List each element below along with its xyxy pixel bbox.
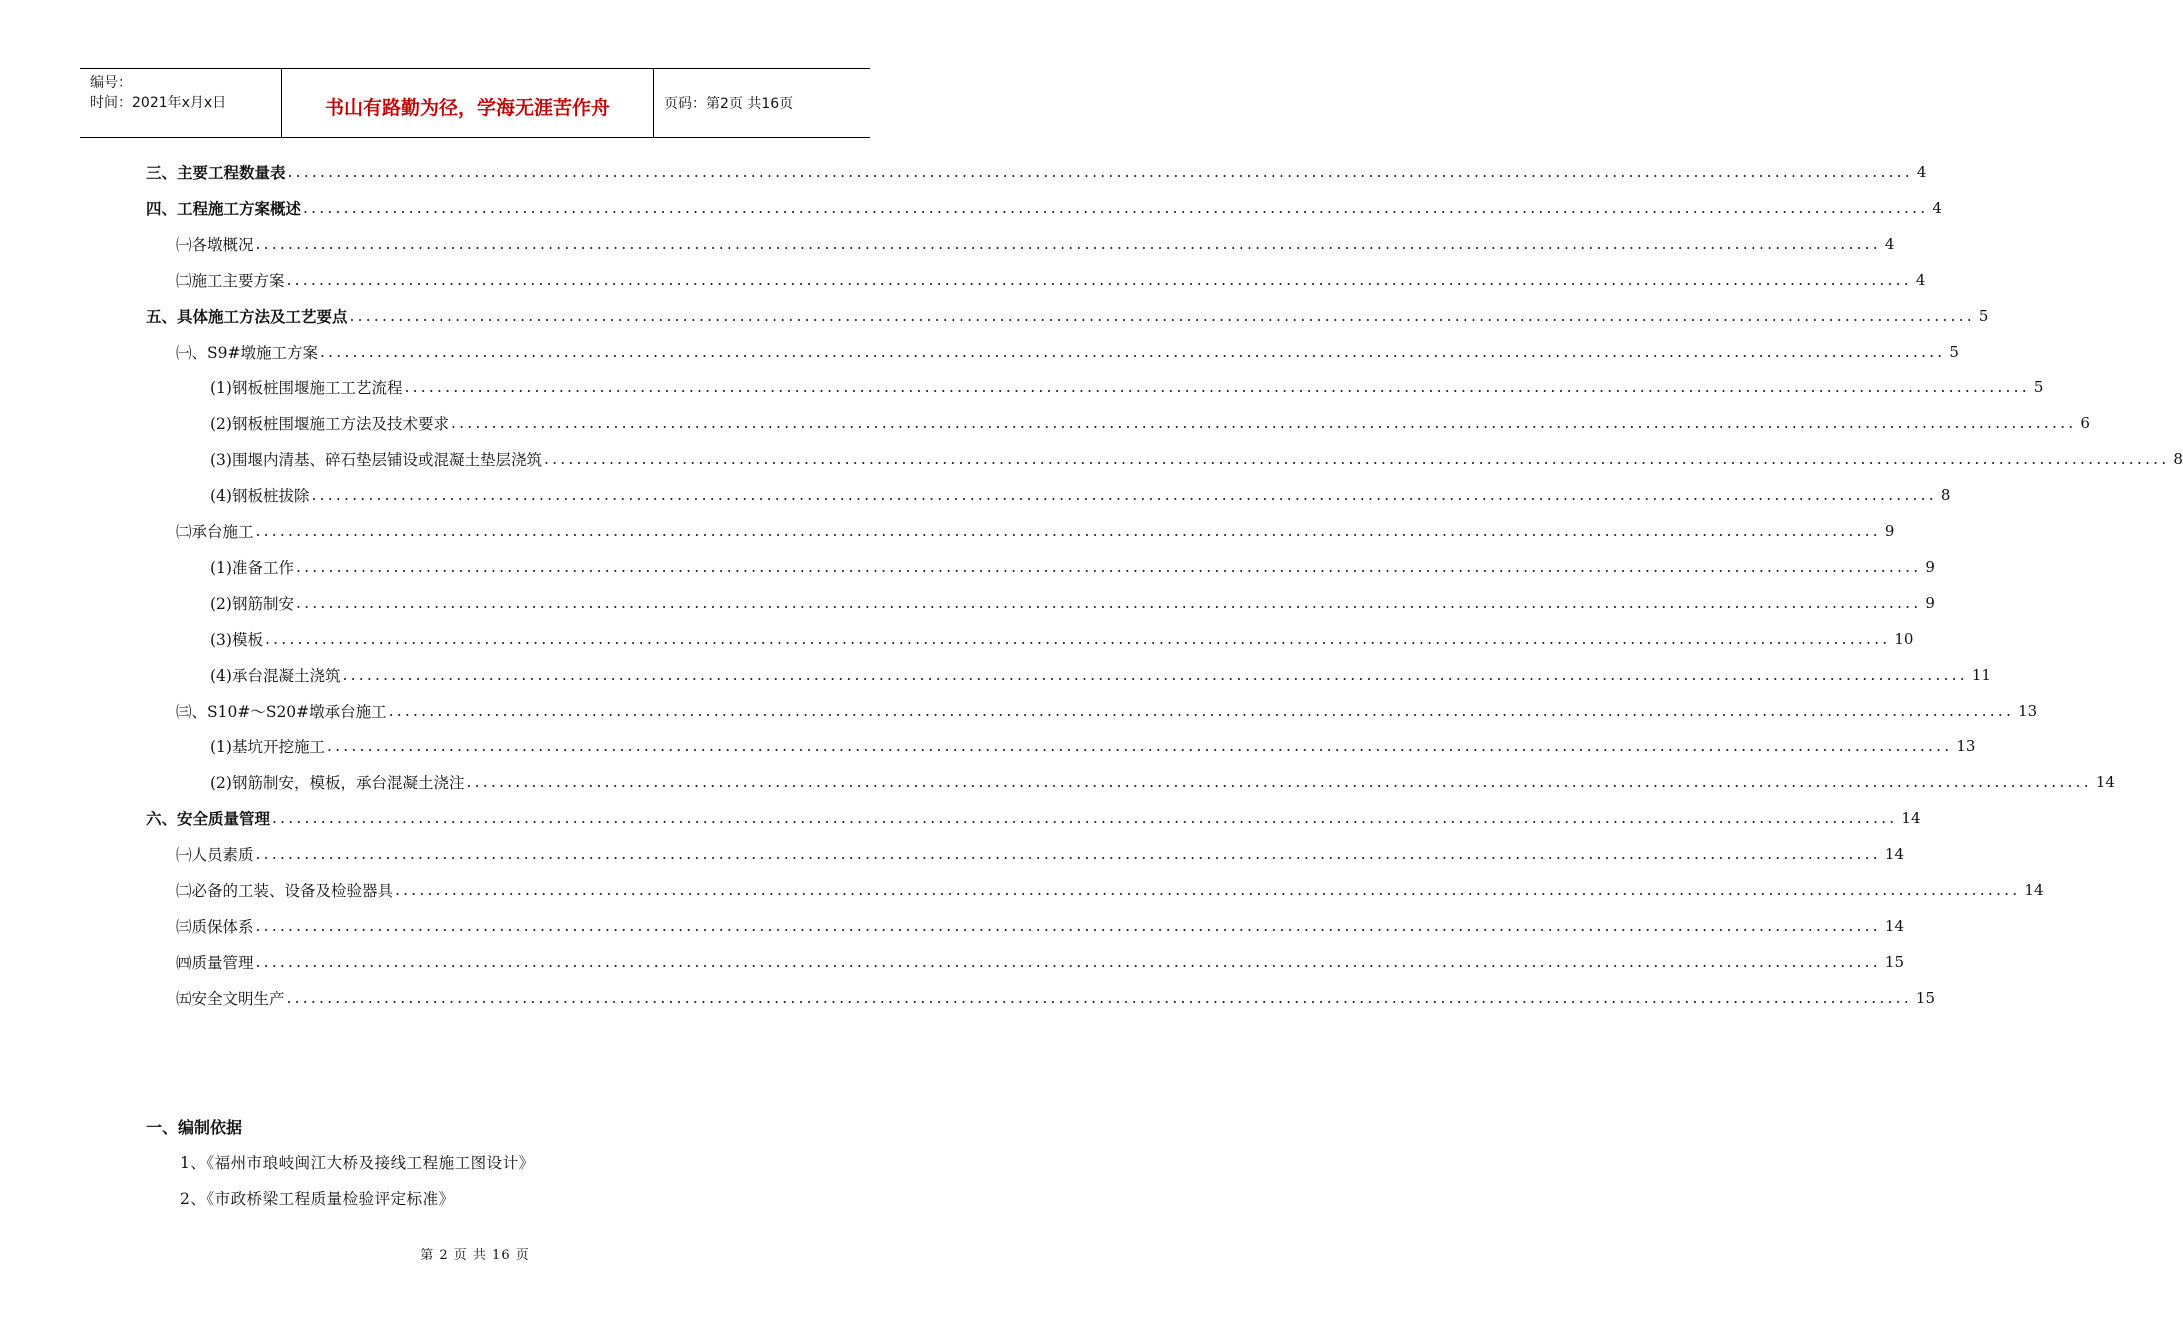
toc-entry[interactable] [176,334,1959,370]
toc-entry[interactable] [146,298,1989,334]
toc-leader-dots: ........................................................................................................................................................................................................ [255,522,1881,540]
header-page-info: 页码：第2页 共16页 [664,96,794,112]
toc-entry-label: ㈣质量管理 [176,953,254,972]
toc-entry-page: 14 [2024,881,2044,899]
toc-entry-label: ㈡承台施工 [176,523,254,541]
toc-entry-page: 15 [1884,952,1905,971]
document-time-label: 时间：2021年x月x日 [90,95,227,111]
toc-entry[interactable] [210,405,2090,441]
toc-entry[interactable] [176,944,1905,980]
toc-entry[interactable] [176,513,1895,549]
toc-entry[interactable] [176,872,2044,908]
toc-entry-page: 4 [1915,270,1926,289]
toc-entry-page: 14 [1901,809,1921,828]
toc-entry-label: (4)承台混凝土浇筑 [210,666,341,685]
toc-leader-dots: ........................................................................................................................................................................................................ [286,988,1912,1007]
page-header [80,68,870,138]
toc-entry-label: 六、安全质量管理 [146,809,271,829]
toc-entry-page: 10 [1894,629,1914,648]
toc-leader-dots: ........................................................................................................................................................................................................ [326,737,1953,756]
page-footer: 第 2 页 共 16 页 [420,1248,530,1263]
toc-entry[interactable] [210,764,2115,800]
toc-entry-page: 14 [1884,916,1905,935]
toc-leader-dots: ........................................................................................................................................................................................................ [395,881,2021,899]
toc-entry-label: (3)围堰内清基、碎石垫层铺设或混凝土垫层浇筑 [210,451,542,470]
toc-leader-dots: ........................................................................................................................................................................................................ [303,198,1929,217]
toc-entry[interactable] [210,369,2044,405]
toc-entry[interactable] [210,477,1951,513]
document-number-label: 编号： [90,75,132,91]
toc-entry-label: 三、主要工程数量表 [146,163,286,182]
toc-entry-page: 15 [1915,988,1936,1007]
toc-entry-label: ㈤安全文明生产 [176,989,285,1008]
toc-entry-page: 13 [2018,701,2038,720]
toc-entry-page: 11 [1971,665,1991,684]
toc-entry[interactable] [176,980,1936,1016]
toc-leader-dots: ........................................................................................................................................................................................................ [342,665,1968,684]
toc-entry-label: ㈠人员素质 [176,846,254,865]
toc-entry-page: 4 [1932,198,1942,217]
toc-entry[interactable] [210,657,1991,693]
toc-entry-page: 13 [1956,737,1976,756]
toc-entry-page: 5 [1978,306,1989,325]
toc-leader-dots: ........................................................................................................................................................................................................ [466,773,2092,792]
toc-entry-label: (1)钢板桩围堰施工工艺流程 [210,379,403,398]
toc-entry[interactable] [210,441,2183,477]
section-title: 一、编制依据 [146,1118,243,1137]
toc-entry[interactable] [176,226,1895,262]
toc-entry-label: 四、工程施工方案概述 [146,198,302,218]
toc-entry-label: ㈡施工主要方案 [176,271,285,290]
toc-entry[interactable] [176,693,2038,729]
toc-leader-dots: ........................................................................................................................................................................................................ [295,557,1922,576]
toc-entry-page: 5 [1949,342,1959,361]
toc-leader-dots: ........................................................................................................................................................................................................ [349,306,1975,325]
toc-entry-page: 6 [2080,414,2090,433]
toc-entry-page: 9 [1884,522,1895,540]
toc-leader-dots: ........................................................................................................................................................................................................ [388,701,2015,720]
toc-entry-page: 14 [1884,845,1905,864]
toc-entry-label: 五、具体施工方法及工艺要点 [146,306,348,326]
toc-entry-page: 5 [2033,378,2044,397]
toc-leader-dots: ........................................................................................................................................................................................................ [543,450,2170,469]
toc-entry[interactable] [210,549,1935,585]
basis-item-1: 1、《福州市琅岐闽江大桥及接线工程施工图设计》 [180,1154,535,1172]
toc-entry[interactable] [176,908,1905,944]
toc-entry[interactable] [146,800,1921,836]
toc-entry-page: 9 [1925,593,1935,612]
toc-entry-page: 4 [1916,163,1927,181]
toc-entry[interactable] [146,190,1942,226]
toc-entry-page: 9 [1925,557,1935,576]
toc-entry-label: ㈡必备的工装、设备及检验器具 [176,882,394,900]
toc-entry[interactable] [176,262,1926,298]
toc-entry-page: 8 [1940,486,1951,505]
toc-entry-label: (2)钢板桩围堰施工方法及技术要求 [210,415,449,434]
toc-leader-dots: ........................................................................................................................................................................................................ [319,342,1946,361]
toc-entry-label: ㈢质保体系 [176,917,254,936]
toc-leader-dots: ........................................................................................................................................................................................................ [287,163,1913,181]
toc-leader-dots: ........................................................................................................................................................................................................ [255,916,1881,935]
toc-entry[interactable] [176,836,1905,872]
toc-leader-dots: ........................................................................................................................................................................................................ [255,845,1881,864]
toc-leader-dots: ........................................................................................................................................................................................................ [272,809,1898,828]
toc-leader-dots: ........................................................................................................................................................................................................ [255,952,1881,971]
toc-entry-label: (1)基坑开挖施工 [210,738,325,757]
toc-entry-page: 4 [1884,234,1895,253]
toc-entry-label: (2)钢筋制安 [210,594,294,613]
toc-entry[interactable] [146,154,1927,190]
header-meta [80,69,282,137]
toc-entry-label: (1)准备工作 [210,558,294,577]
toc-entry-label: ㈠各墩概况 [176,235,254,254]
toc-entry-page: 8 [2173,450,2183,469]
toc-leader-dots: ........................................................................................................................................................................................................ [311,486,1937,505]
toc-leader-dots: ........................................................................................................................................................................................................ [450,414,2077,433]
toc-leader-dots: ........................................................................................................................................................................................................ [295,593,1922,612]
toc-leader-dots: ........................................................................................................................................................................................................ [264,629,1891,648]
toc-entry-label: ㈢、S10#～S20#墩承台施工 [176,702,387,721]
toc-entry[interactable] [210,728,1976,764]
toc-entry-label: (2)钢筋制安，模板，承台混凝土浇注 [210,774,465,793]
toc-entry-page: 14 [2095,773,2115,792]
toc-entry-label: (4)钢板桩拔除 [210,487,310,506]
header-motto: 书山有路勤为径，学海无涯苦作舟 [282,69,654,137]
toc-leader-dots: ........................................................................................................................................................................................................ [255,234,1881,253]
toc-leader-dots: ........................................................................................................................................................................................................ [286,270,1912,289]
toc-entry[interactable] [210,585,1935,621]
toc-entry-label: ㈠、S9#墩施工方案 [176,343,318,362]
toc-leader-dots: ........................................................................................................................................................................................................ [404,378,2030,397]
toc-entry[interactable] [210,621,1914,657]
toc-entry-label: (3)模板 [210,630,263,649]
basis-item-2: 2、《市政桥梁工程质量检验评定标准》 [180,1190,455,1208]
